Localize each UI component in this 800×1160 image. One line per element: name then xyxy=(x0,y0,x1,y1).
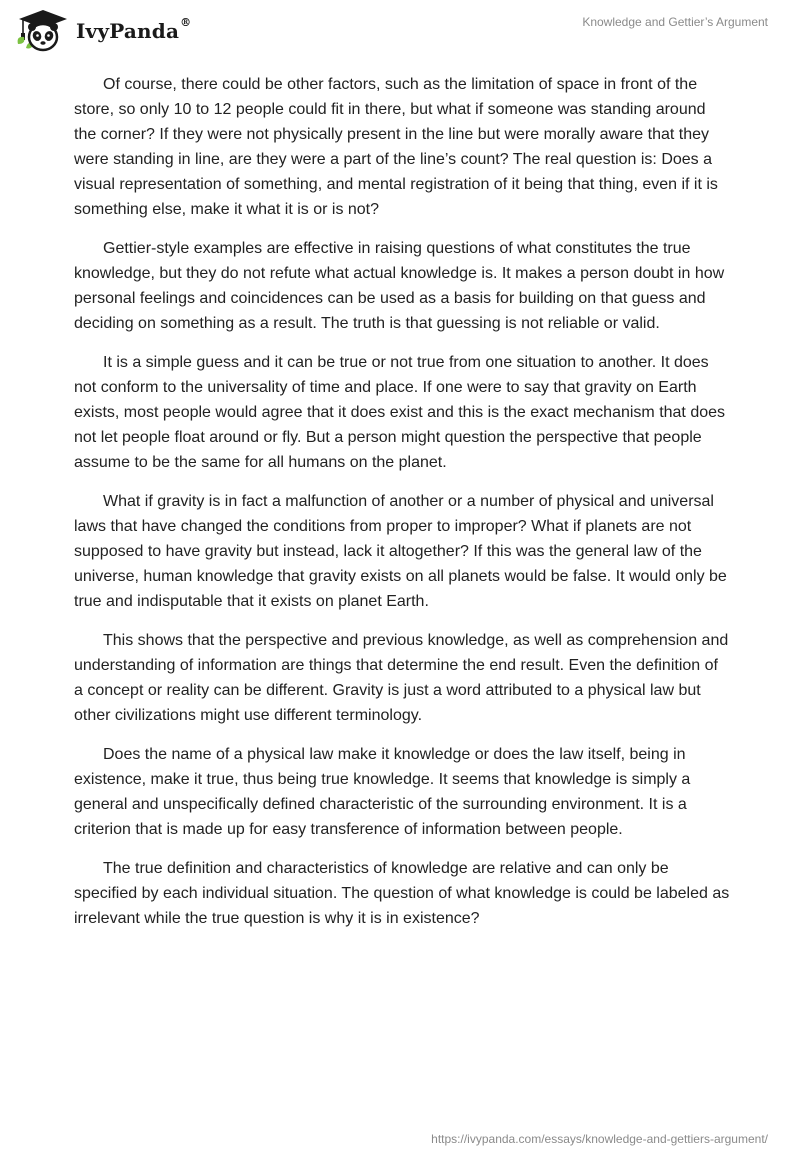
ivypanda-logo[interactable] xyxy=(14,8,191,54)
paragraph: This shows that the perspective and previous knowledge, as well as comprehension and understanding of information are things that determine the end result. Even the definition of a concept or reality can be different. Gravity is just a word attributed to a physical law but other civilizations might use different terminology. xyxy=(74,632,729,724)
page-header xyxy=(0,0,800,60)
paragraph: What if gravity is in fact a malfunction of another or a number of physical and universal laws that have changed the conditions from proper to improper? What if planets are not supposed to have gravity but instead, lack it altogether? If this was the general law of the universe, human knowledge that gravity exists on all planets would be false. It would only be true and indisputable that it exists on planet Earth. xyxy=(74,493,727,610)
essay-body xyxy=(74,72,730,945)
paragraph: It is a simple guess and it can be true or not true from one situation to another. It does not conform to the universality of time and place. If one were to say that gravity on Earth exists, most people would agree that it does exist and this is the exact mechanism that does not let people float around or fly. But a person might question the perspective that people assume to be the same for all humans on the planet. xyxy=(74,354,726,471)
document-title: Knowledge and Gettier’s Argument xyxy=(582,15,768,29)
brand-name: IvyPanda® xyxy=(76,16,192,43)
registered-mark: ® xyxy=(180,16,192,29)
paragraph: The true definition and characteristics of knowledge are relative and can only be specified by each individual situation. The question of what knowledge is could be labeled as irrelevant while the true question is why it is in existence? xyxy=(74,860,730,927)
paragraph: Of course, there could be other factors, such as the limitation of space in front of the store, so only 10 to 12 people could fit in there, but what if someone was standing around the corner? If they were not physically present in the line but were morally aware that they were standing in line, are they were a part of the line’s count? The real question is: Does a visual representation of something, and mental registration of it being that thing, even if it is something else, make it what it is or is not? xyxy=(74,76,718,218)
paragraph: Gettier-style examples are effective in raising questions of what constitutes the true knowledge, but they do not refute what actual knowledge is. It makes a person doubt in how personal feelings and coincidences can be used as a basis for building on that guess and deciding on something as a result. The truth is that guessing is not reliable or valid. xyxy=(74,240,725,332)
paragraph: Does the name of a physical law make it knowledge or does the law itself, being in existence, make it true, thus being true knowledge. It seems that knowledge is simply a general and unspecifically defined characteristic of the surrounding environment. It is a criterion that is made up for easy transference of information between people. xyxy=(74,746,691,838)
panda-graduation-cap-icon xyxy=(14,8,72,54)
source-url[interactable]: https://ivypanda.com/essays/knowledge-and-gettiers-argument/ xyxy=(431,1132,768,1146)
